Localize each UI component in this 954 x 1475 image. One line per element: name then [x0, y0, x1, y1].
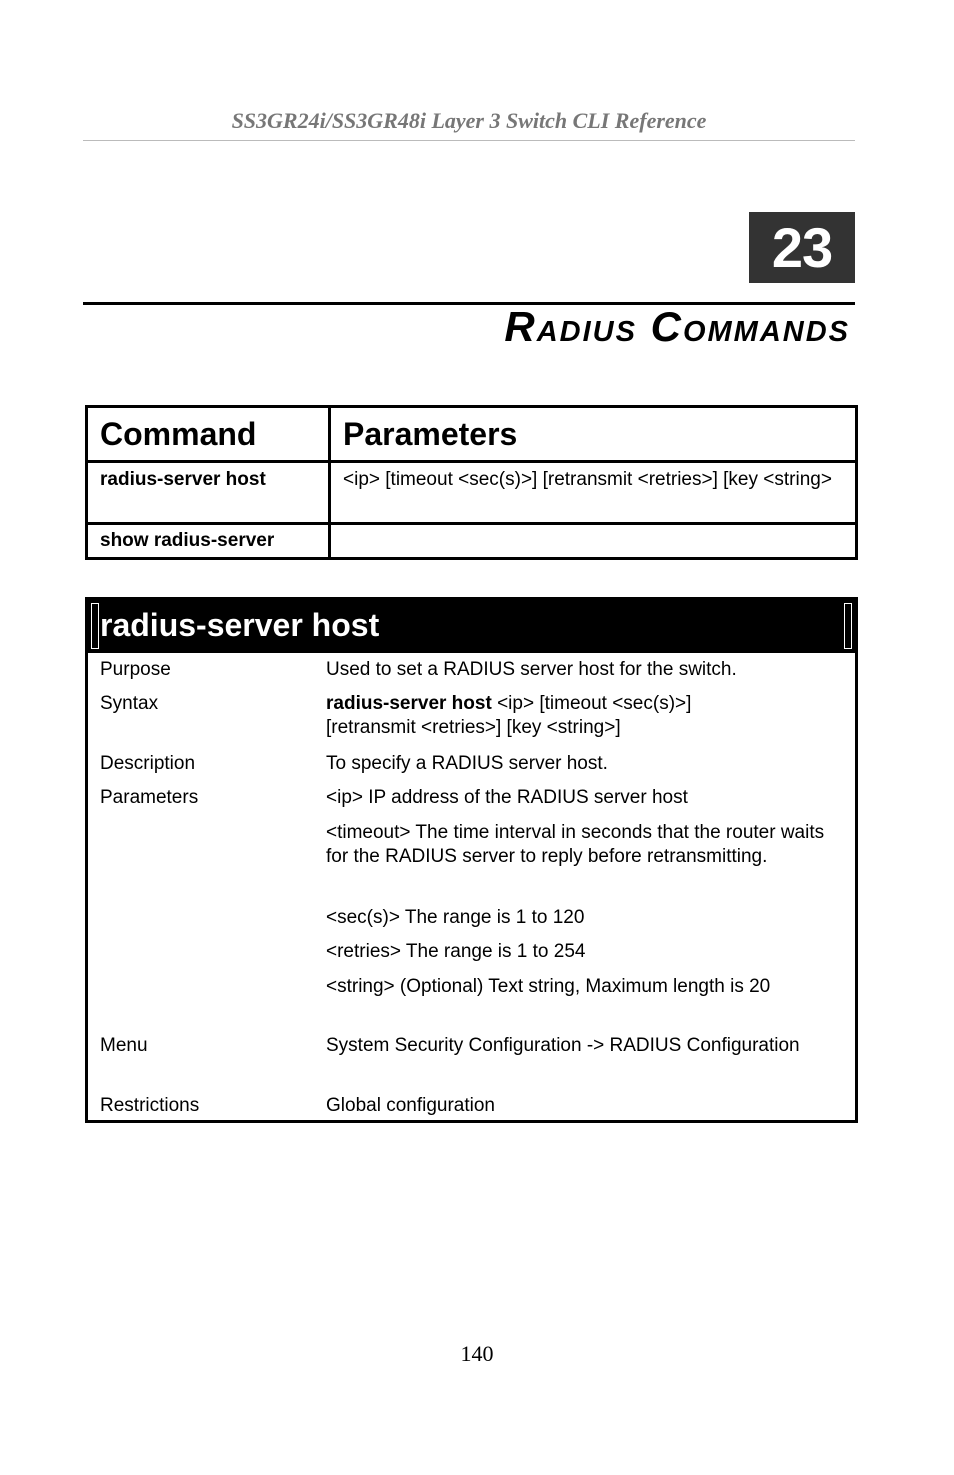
header-left-bar	[91, 603, 99, 649]
command-detail-box	[85, 597, 858, 1123]
running-header: SS3GR24i/SS3GR48i Layer 3 Switch CLI Reference	[231, 108, 707, 133]
restrictions-label: Restrictions	[100, 1095, 200, 1116]
column-header-parameters: Parameters	[330, 407, 857, 462]
command-detail-title: radius-server host	[100, 607, 380, 643]
description-label: Description	[100, 753, 196, 774]
parameter-ip: <ip> IP address of the RADIUS server host	[326, 787, 688, 808]
command-cell: show radius-server	[87, 524, 330, 559]
chapter-title: Radius Commands	[504, 303, 850, 350]
parameter-string: <string> (Optional) Text string, Maximum length is 20	[326, 976, 771, 997]
menu-label: Menu	[100, 1035, 148, 1056]
header-rule	[83, 140, 855, 141]
chapter-number: 23	[749, 212, 855, 283]
parameter-retries: <retries> The range is 1 to 254	[326, 941, 586, 962]
command-cell: radius-server host	[87, 462, 330, 524]
page-number: 140	[460, 1341, 494, 1366]
syntax-args-2: [retransmit <retries>] [key <string>]	[326, 717, 621, 738]
table-header-row	[87, 407, 857, 462]
parameter-timeout: <timeout> The time interval in seconds that the router waits for the RADIUS server to reply before retransmitting.	[326, 822, 825, 867]
syntax-command: radius-server host	[326, 693, 492, 714]
syntax-args-1: <ip> [timeout <sec(s)>]	[491, 693, 692, 714]
column-header-command: Command	[87, 407, 330, 462]
purpose-label: Purpose	[100, 659, 171, 680]
command-summary-table	[85, 405, 858, 560]
syntax-label: Syntax	[100, 693, 159, 714]
menu-value: System Security Configuration -> RADIUS Configuration	[326, 1035, 800, 1056]
parameter-secs: <sec(s)> The range is 1 to 120	[326, 907, 585, 928]
command-detail-header	[88, 600, 855, 653]
syntax-value	[326, 692, 845, 740]
table-row	[87, 462, 857, 524]
parameters-cell	[330, 524, 857, 559]
purpose-value: Used to set a RADIUS server host for the switch.	[326, 659, 737, 680]
parameters-cell: <ip> [timeout <sec(s)>] [retransmit <retries>] [key <string>	[330, 462, 857, 524]
header-right-bar	[844, 603, 852, 649]
restrictions-value: Global configuration	[326, 1095, 495, 1116]
table-row	[87, 524, 857, 559]
parameters-label: Parameters	[100, 787, 199, 808]
description-value: To specify a RADIUS server host.	[326, 753, 608, 774]
